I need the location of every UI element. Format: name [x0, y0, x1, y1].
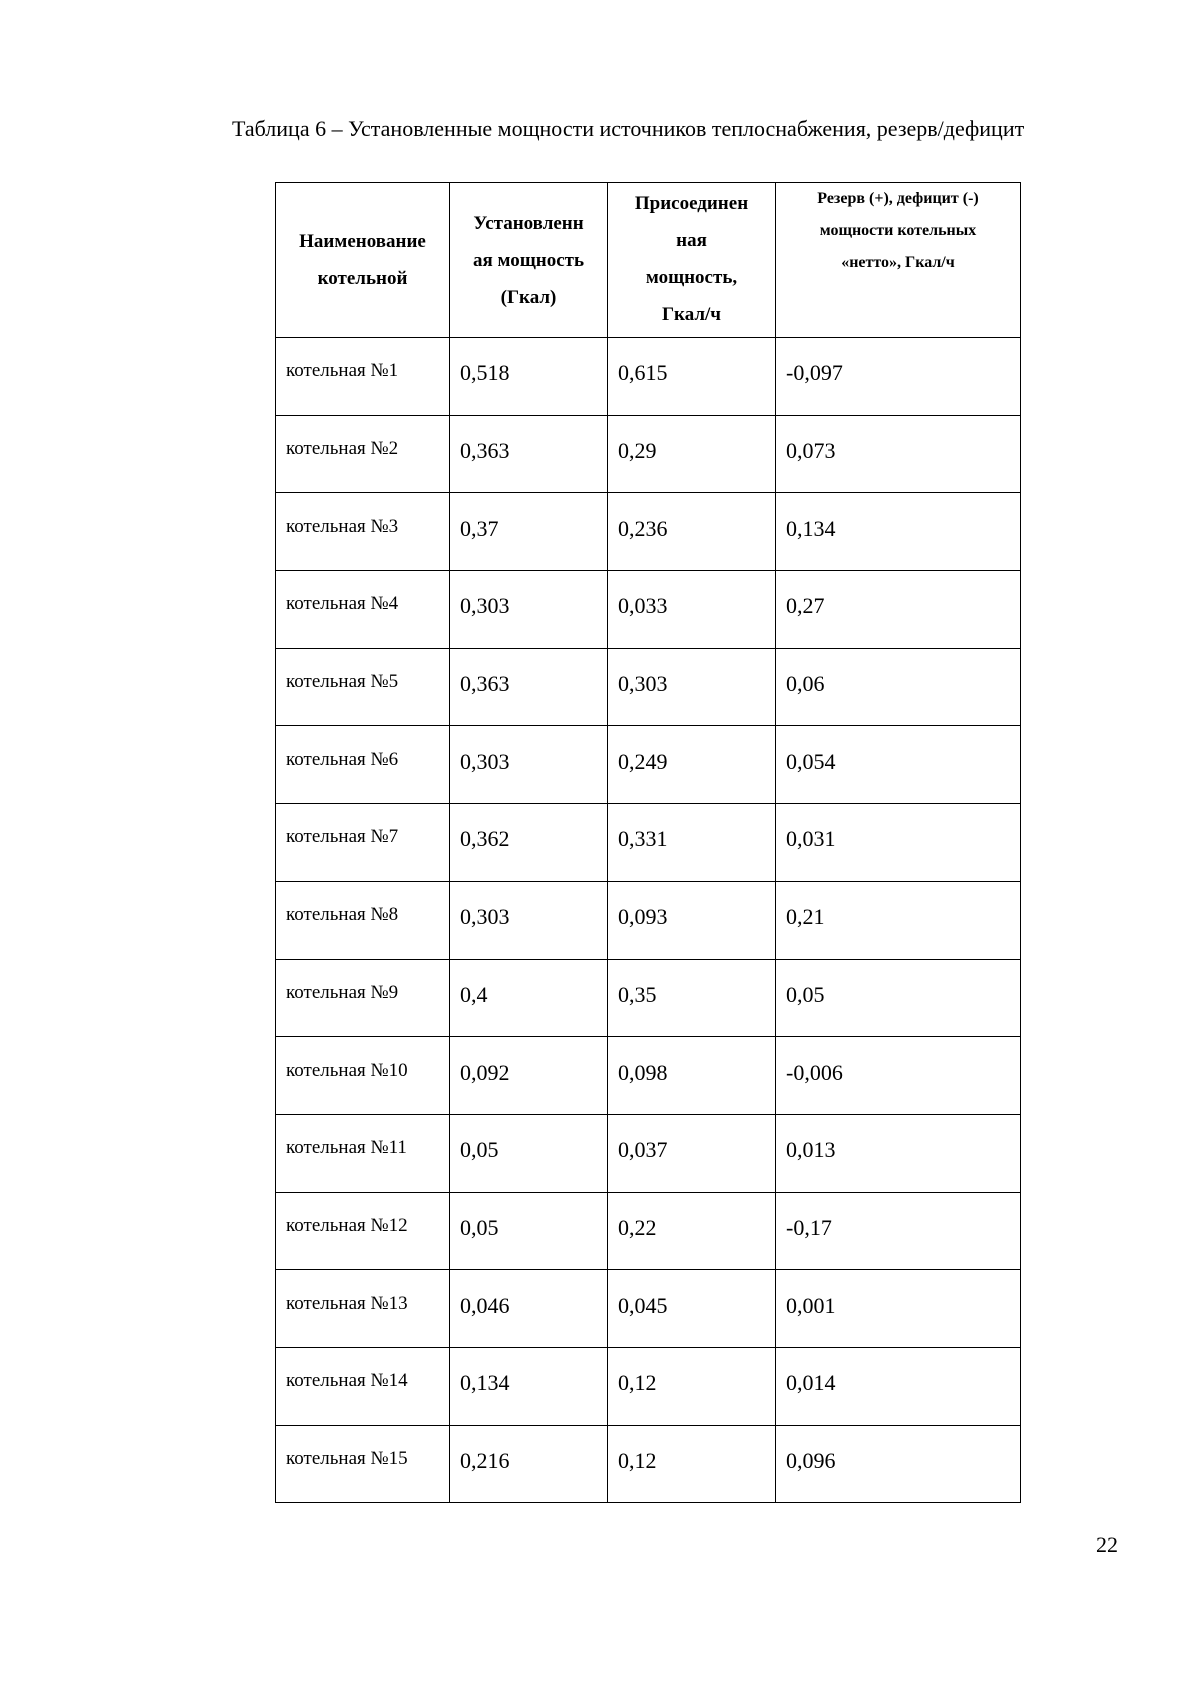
cell-boiler-name: котельная №2	[276, 415, 450, 493]
cell-installed-capacity: 0,046	[450, 1270, 608, 1348]
cell-installed-capacity: 0,303	[450, 881, 608, 959]
cell-reserve-deficit: 0,073	[776, 415, 1021, 493]
header-boiler-name	[276, 183, 450, 338]
cell-installed-capacity: 0,37	[450, 493, 608, 571]
header-line: мощности котельных	[819, 222, 977, 239]
cell-installed-capacity: 0,303	[450, 726, 608, 804]
cell-installed-capacity: 0,362	[450, 804, 608, 882]
cell-connected-capacity: 0,098	[608, 1037, 776, 1115]
cell-connected-capacity: 0,033	[608, 571, 776, 649]
table-row	[276, 726, 1021, 804]
table-row	[276, 1270, 1021, 1348]
cell-boiler-name: котельная №4	[276, 571, 450, 649]
cell-installed-capacity: 0,216	[450, 1425, 608, 1503]
table-row	[276, 415, 1021, 493]
table-row	[276, 338, 1021, 416]
cell-connected-capacity: 0,093	[608, 881, 776, 959]
table-row	[276, 1037, 1021, 1115]
cell-connected-capacity: 0,12	[608, 1347, 776, 1425]
header-installed-capacity	[450, 183, 608, 338]
table-caption: Таблица 6 – Установленные мощности источников теплоснабжения, резерв/дефицит	[232, 116, 1025, 141]
cell-connected-capacity: 0,29	[608, 415, 776, 493]
cell-boiler-name: котельная №3	[276, 493, 450, 571]
cell-boiler-name: котельная №5	[276, 648, 450, 726]
table-body	[276, 338, 1021, 1503]
header-line: Установленн	[473, 212, 584, 234]
cell-reserve-deficit: 0,27	[776, 571, 1021, 649]
table-header-row	[276, 183, 1021, 338]
cell-connected-capacity: 0,615	[608, 338, 776, 416]
cell-installed-capacity: 0,092	[450, 1037, 608, 1115]
cell-connected-capacity: 0,037	[608, 1114, 776, 1192]
cell-connected-capacity: 0,236	[608, 493, 776, 571]
header-reserve-deficit	[776, 183, 1021, 338]
table-row	[276, 493, 1021, 571]
cell-boiler-name: котельная №15	[276, 1425, 450, 1503]
header-line: Гкал/ч	[661, 304, 722, 325]
cell-reserve-deficit: -0,17	[776, 1192, 1021, 1270]
header-line: ная	[676, 230, 707, 251]
table-row	[276, 571, 1021, 649]
cell-reserve-deficit: 0,21	[776, 881, 1021, 959]
cell-reserve-deficit: 0,134	[776, 493, 1021, 571]
cell-installed-capacity: 0,05	[450, 1192, 608, 1270]
header-line: Наименование	[299, 231, 426, 252]
table-row	[276, 1114, 1021, 1192]
header-connected-capacity	[608, 183, 776, 338]
cell-reserve-deficit: 0,014	[776, 1347, 1021, 1425]
header-line: Резерв (+), дефицит (-)	[817, 190, 979, 207]
table-row	[276, 1347, 1021, 1425]
header-line: Присоединен	[634, 193, 749, 214]
cell-connected-capacity: 0,331	[608, 804, 776, 882]
boiler-capacity-table	[275, 182, 1021, 1503]
cell-boiler-name: котельная №7	[276, 804, 450, 882]
cell-boiler-name: котельная №13	[276, 1270, 450, 1348]
cell-reserve-deficit: 0,013	[776, 1114, 1021, 1192]
page-number: 22	[1096, 1532, 1118, 1557]
cell-connected-capacity: 0,045	[608, 1270, 776, 1348]
table-row	[276, 804, 1021, 882]
cell-boiler-name: котельная №6	[276, 726, 450, 804]
table-row	[276, 959, 1021, 1037]
cell-installed-capacity: 0,134	[450, 1347, 608, 1425]
cell-boiler-name: котельная №1	[276, 338, 450, 416]
cell-reserve-deficit: 0,001	[776, 1270, 1021, 1348]
table-row	[276, 1425, 1021, 1503]
cell-connected-capacity: 0,303	[608, 648, 776, 726]
table-row	[276, 881, 1021, 959]
cell-boiler-name: котельная №12	[276, 1192, 450, 1270]
cell-installed-capacity: 0,363	[450, 415, 608, 493]
cell-boiler-name: котельная №14	[276, 1347, 450, 1425]
cell-boiler-name: котельная №11	[276, 1114, 450, 1192]
header-line: котельной	[317, 268, 408, 289]
cell-reserve-deficit: 0,06	[776, 648, 1021, 726]
cell-installed-capacity: 0,363	[450, 648, 608, 726]
cell-reserve-deficit: 0,031	[776, 804, 1021, 882]
cell-connected-capacity: 0,12	[608, 1425, 776, 1503]
header-line: ая мощность	[472, 249, 585, 271]
cell-boiler-name: котельная №10	[276, 1037, 450, 1115]
cell-reserve-deficit: -0,097	[776, 338, 1021, 416]
cell-reserve-deficit: 0,096	[776, 1425, 1021, 1503]
table-row	[276, 648, 1021, 726]
cell-connected-capacity: 0,35	[608, 959, 776, 1037]
cell-installed-capacity: 0,4	[450, 959, 608, 1037]
cell-connected-capacity: 0,249	[608, 726, 776, 804]
cell-installed-capacity: 0,05	[450, 1114, 608, 1192]
header-line: мощность,	[645, 267, 738, 288]
cell-reserve-deficit: 0,05	[776, 959, 1021, 1037]
cell-reserve-deficit: 0,054	[776, 726, 1021, 804]
cell-boiler-name: котельная №9	[276, 959, 450, 1037]
cell-connected-capacity: 0,22	[608, 1192, 776, 1270]
cell-reserve-deficit: -0,006	[776, 1037, 1021, 1115]
header-line: (Гкал)	[500, 286, 557, 308]
table-row	[276, 1192, 1021, 1270]
cell-installed-capacity: 0,303	[450, 571, 608, 649]
cell-boiler-name: котельная №8	[276, 881, 450, 959]
cell-installed-capacity: 0,518	[450, 338, 608, 416]
header-line: «нетто», Гкал/ч	[841, 254, 955, 271]
